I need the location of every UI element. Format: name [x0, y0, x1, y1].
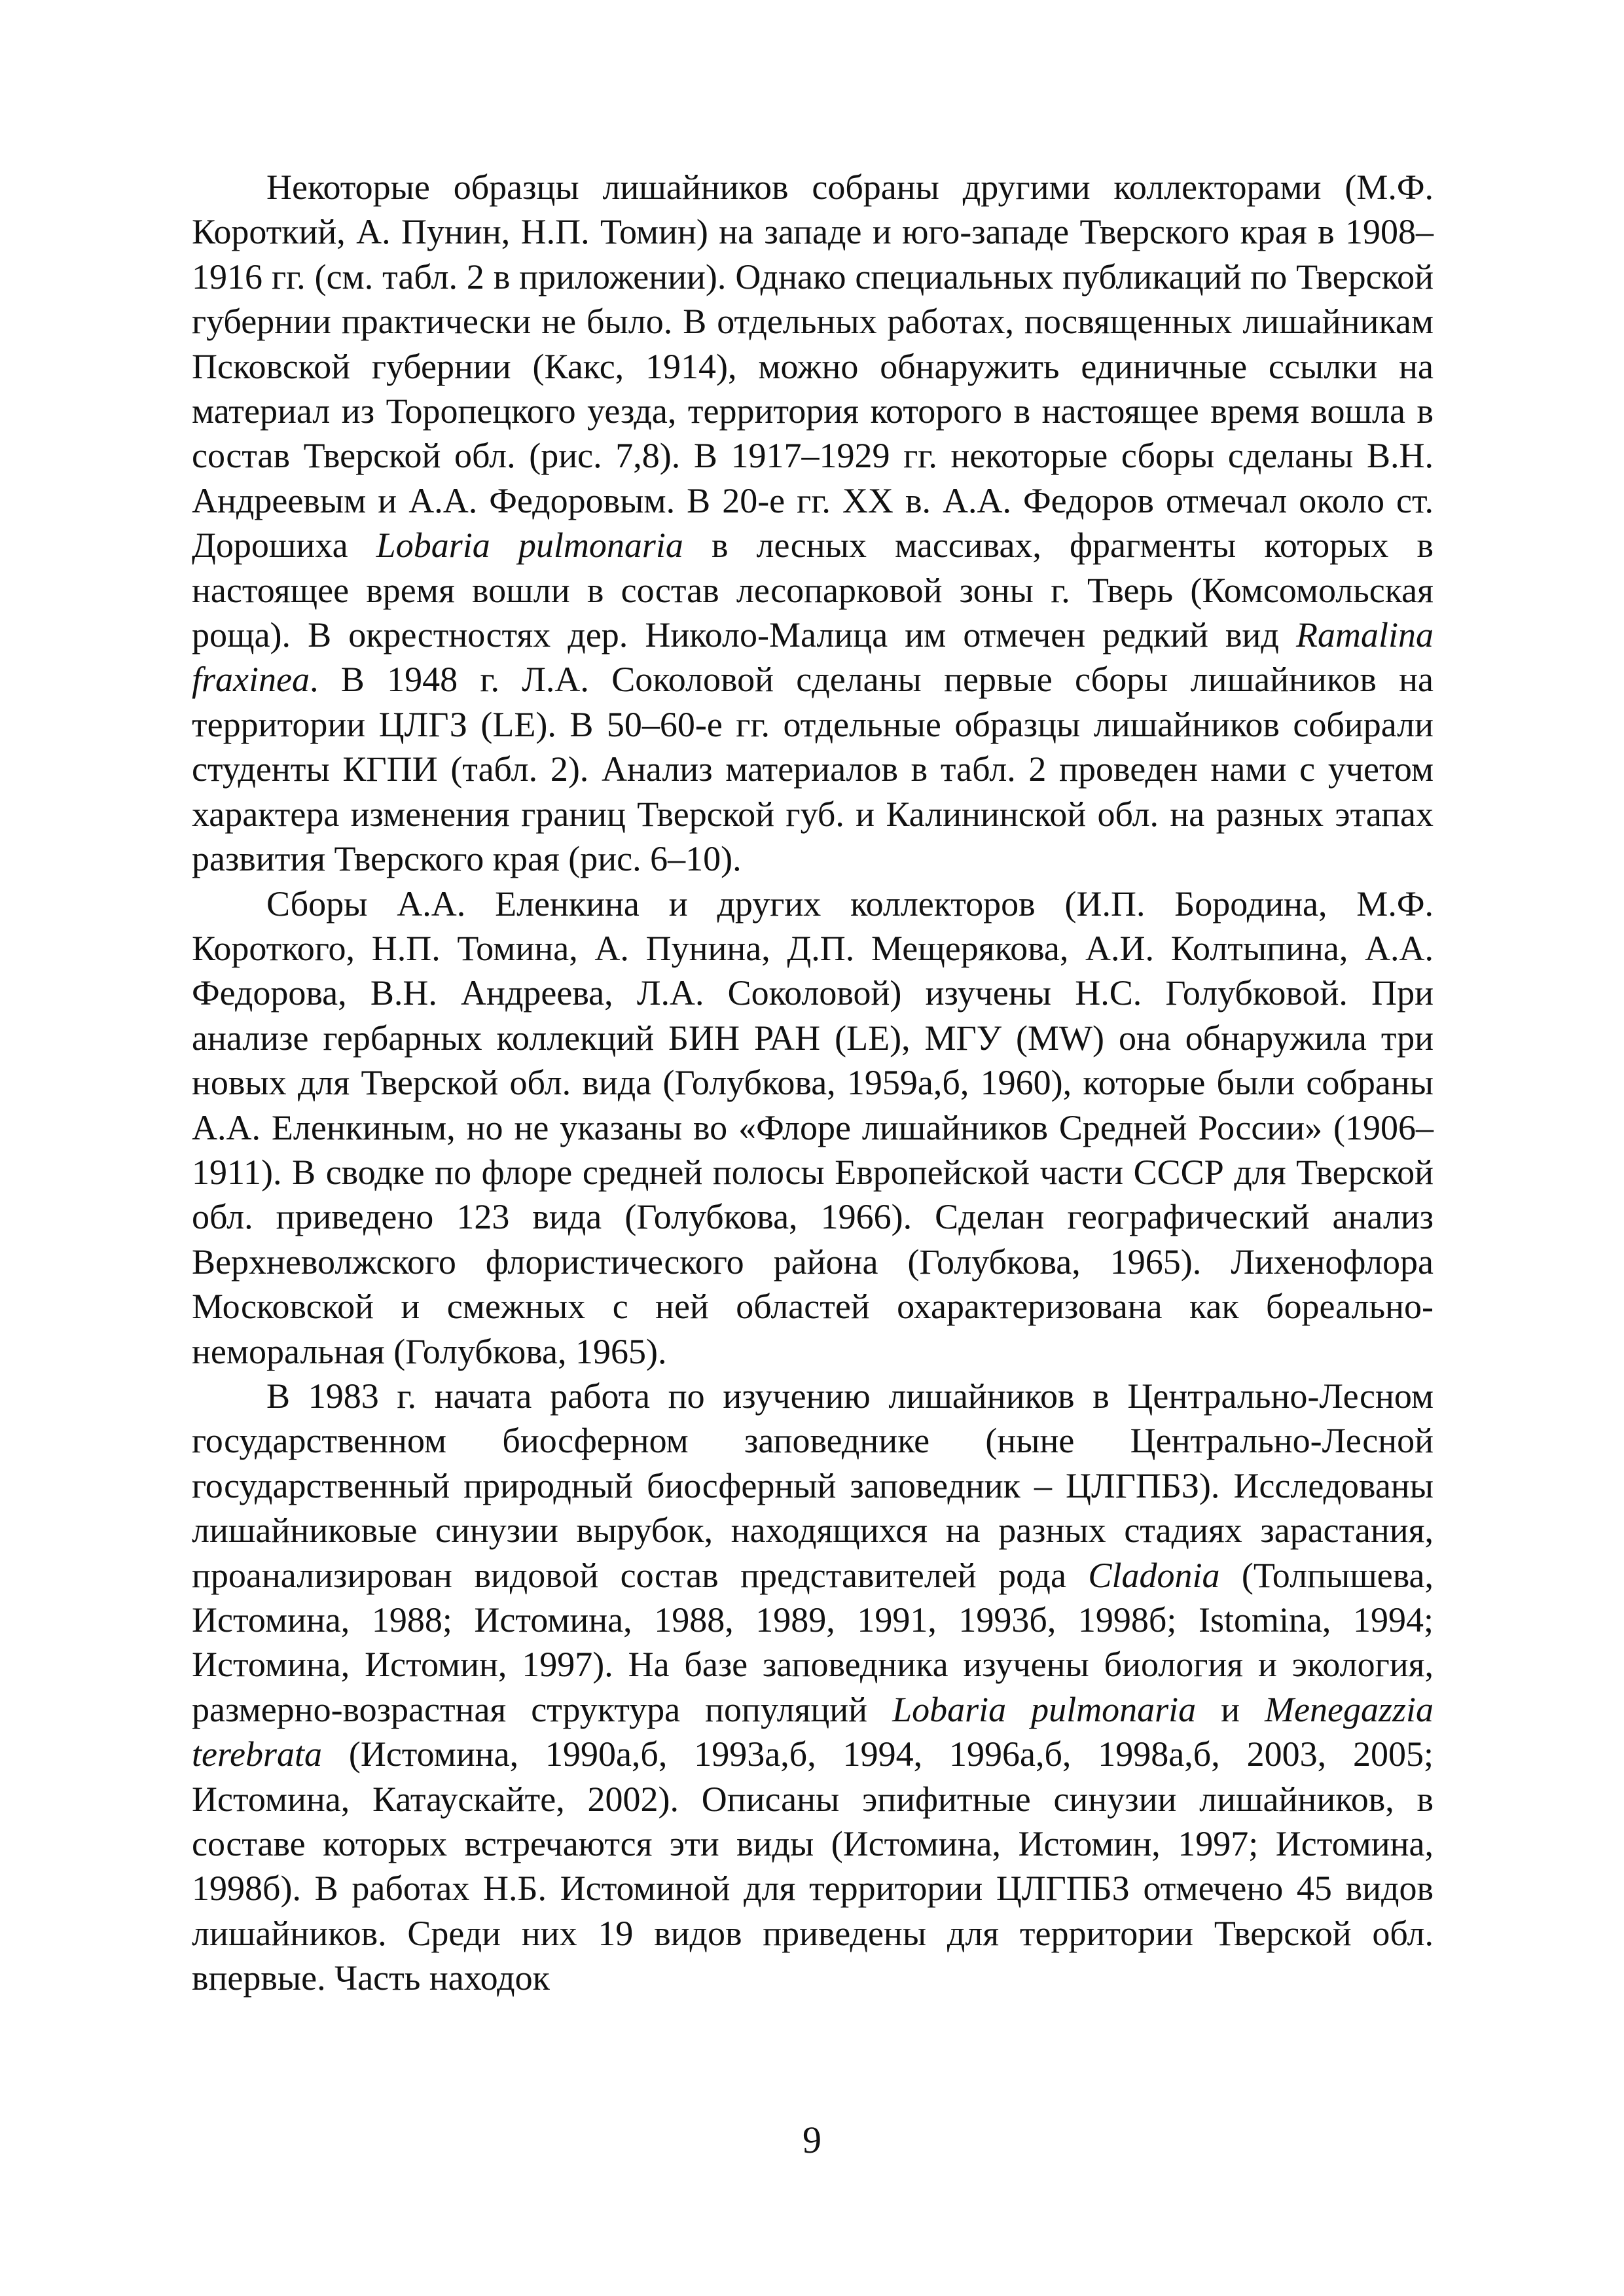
species-name: Menegazzia terebrata	[192, 1689, 1434, 1774]
text-segment: . В 1948 г. Л.А. Соколовой сделаны первые сборы лишайников на территории ЦЛГЗ (LE). В 50–60-е гг. отдельные образцы лишайников собирали студенты КГПИ (табл. 2). Анализ материалов в табл. 2 проведен нами с учетом характера изменения границ Тверской губ. и Калининской обл. на разных этапах развития Тверского края (рис. 6–10).	[192, 660, 1434, 879]
page-number: 9	[803, 2119, 821, 2161]
body-text	[192, 165, 1434, 2001]
text-segment: (Истомина, 1990а,б, 1993а,б, 1994, 1996а,б, 1998а,б, 2003, 2005; Истомина, Катаускайте, 2002). Описаны эпифитные синузии лишайников, в составе которых встречаются эти виды (Истомина, Истомин, 1997; Истомина, 1998б). В работах Н.Б. Истоминой для территории ЦЛГПБЗ отмечено 45 видов лишайников. Среди них 19 видов приведены для территории Тверской обл. впервые. Часть находок	[192, 1734, 1434, 1998]
text-segment: (Толпышева, Истомина, 1988; Истомина, 1988, 1989, 1991, 1993б, 1998б; Istomina, 1994; Истомина, Истомин, 1997). На базе заповедника изучены биология и экология, размерно-возрастная структура популяций	[192, 1555, 1434, 1729]
paragraph	[192, 882, 1434, 1374]
genus-name: Cladonia	[1088, 1555, 1220, 1595]
text-segment: и	[1196, 1689, 1265, 1729]
text-segment: Сборы А.А. Еленкина и других коллекторов (И.П. Бородина, М.Ф. Короткого, Н.П. Томина, А. Пунина, Д.П. Мещерякова, А.И. Колтыпина, А.А. Федорова, В.Н. Андреева, Л.А. Соколовой) изучены Н.С. Голубковой. При анализе гербарных коллекций БИН РАН (LE), МГУ (MW) она обнаружила три новых для Тверской обл. вида (Голубкова, 1959а,б, 1960), которые были собраны А.А. Еленкиным, но не указаны во «Флоре лишайников Средней России» (1906–1911). В сводке по флоре средней полосы Европейской части СССР для Тверской обл. приведено 123 вида (Голубкова, 1966). Сделан географический анализ Верхневолжского флористического района (Голубкова, 1965). Лихенофлора Московской и смежных с ней областей охарактеризована как бореально-неморальная (Голубкова, 1965).	[192, 884, 1434, 1371]
paragraph	[192, 165, 1434, 882]
species-name: Lobaria pulmonaria	[892, 1689, 1197, 1729]
paragraph	[192, 1374, 1434, 2001]
text-segment: в лесных массивах, фрагменты которых в настоящее время вошли в состав лесопарковой зоны г. Тверь (Комсомольская роща). В окрестностях дер. Николо-Малица им отмечен редкий вид	[192, 526, 1434, 655]
species-name: Lobaria pulmonaria	[376, 526, 683, 565]
text-segment: В 1983 г. начата работа по изучению лишайников в Центрально-Лесном государственном биосферном заповеднике (ныне Центрально-Лесной государственный природный биосферный заповедник – ЦЛГПБЗ). Исследованы лишайниковые синузии вырубок, находящихся на разных стадиях зарастания, проанализирован видовой состав представителей рода	[192, 1376, 1434, 1595]
species-name: Ramalina fraxinea	[192, 615, 1434, 700]
text-segment: Некоторые образцы лишайников собраны другими коллекторами (М.Ф. Короткий, А. Пунин, Н.П. Томин) на западе и юго-западе Тверского края в 1908–1916 гг. (см. табл. 2 в приложении). Однако специальных публикаций по Тверской губернии практически не было. В отдельных работах, посвященных лишайникам Псковской губернии (Какс, 1914), можно обнаружить единичные ссылки на материал из Торопецкого уезда, территория которого в настоящее время вошла в состав Тверской обл. (рис. 7,8). В 1917–1929 гг. некоторые сборы сделаны В.Н. Андреевым и А.А. Федоровым. В 20-е гг. ХХ в. А.А. Федоров отмечал около ст. Дорошиха	[192, 168, 1434, 565]
